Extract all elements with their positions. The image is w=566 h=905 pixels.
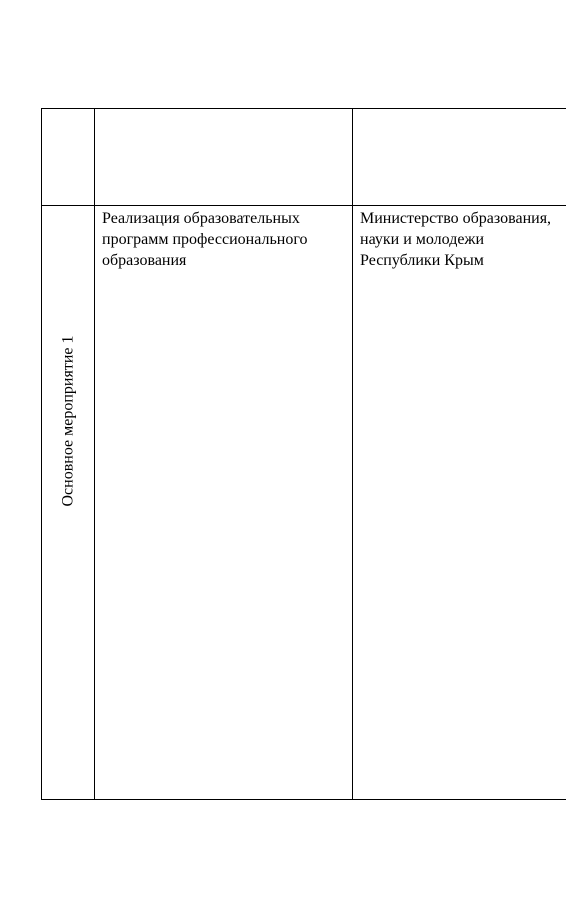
- measure-label: Основное мероприятие 1: [59, 335, 77, 507]
- measure-organization: Министерство образования, науки и молодежи Республики Крым: [360, 210, 552, 269]
- measure-organization-cell: [353, 206, 566, 800]
- program-measures-table: [41, 108, 566, 800]
- table-row: [42, 206, 566, 800]
- measure-description: Реализация образовательных программ профессионального образования: [102, 210, 308, 269]
- header-organization-text: [353, 109, 566, 111]
- header-cell-organization: [353, 109, 566, 206]
- measure-label-cell: [42, 206, 95, 800]
- table-header-row: [42, 109, 566, 206]
- header-cell-label: [42, 109, 95, 206]
- measure-description-cell: [95, 206, 353, 800]
- header-label-text: [42, 109, 94, 111]
- header-description-text: [95, 109, 352, 111]
- header-cell-description: [95, 109, 353, 206]
